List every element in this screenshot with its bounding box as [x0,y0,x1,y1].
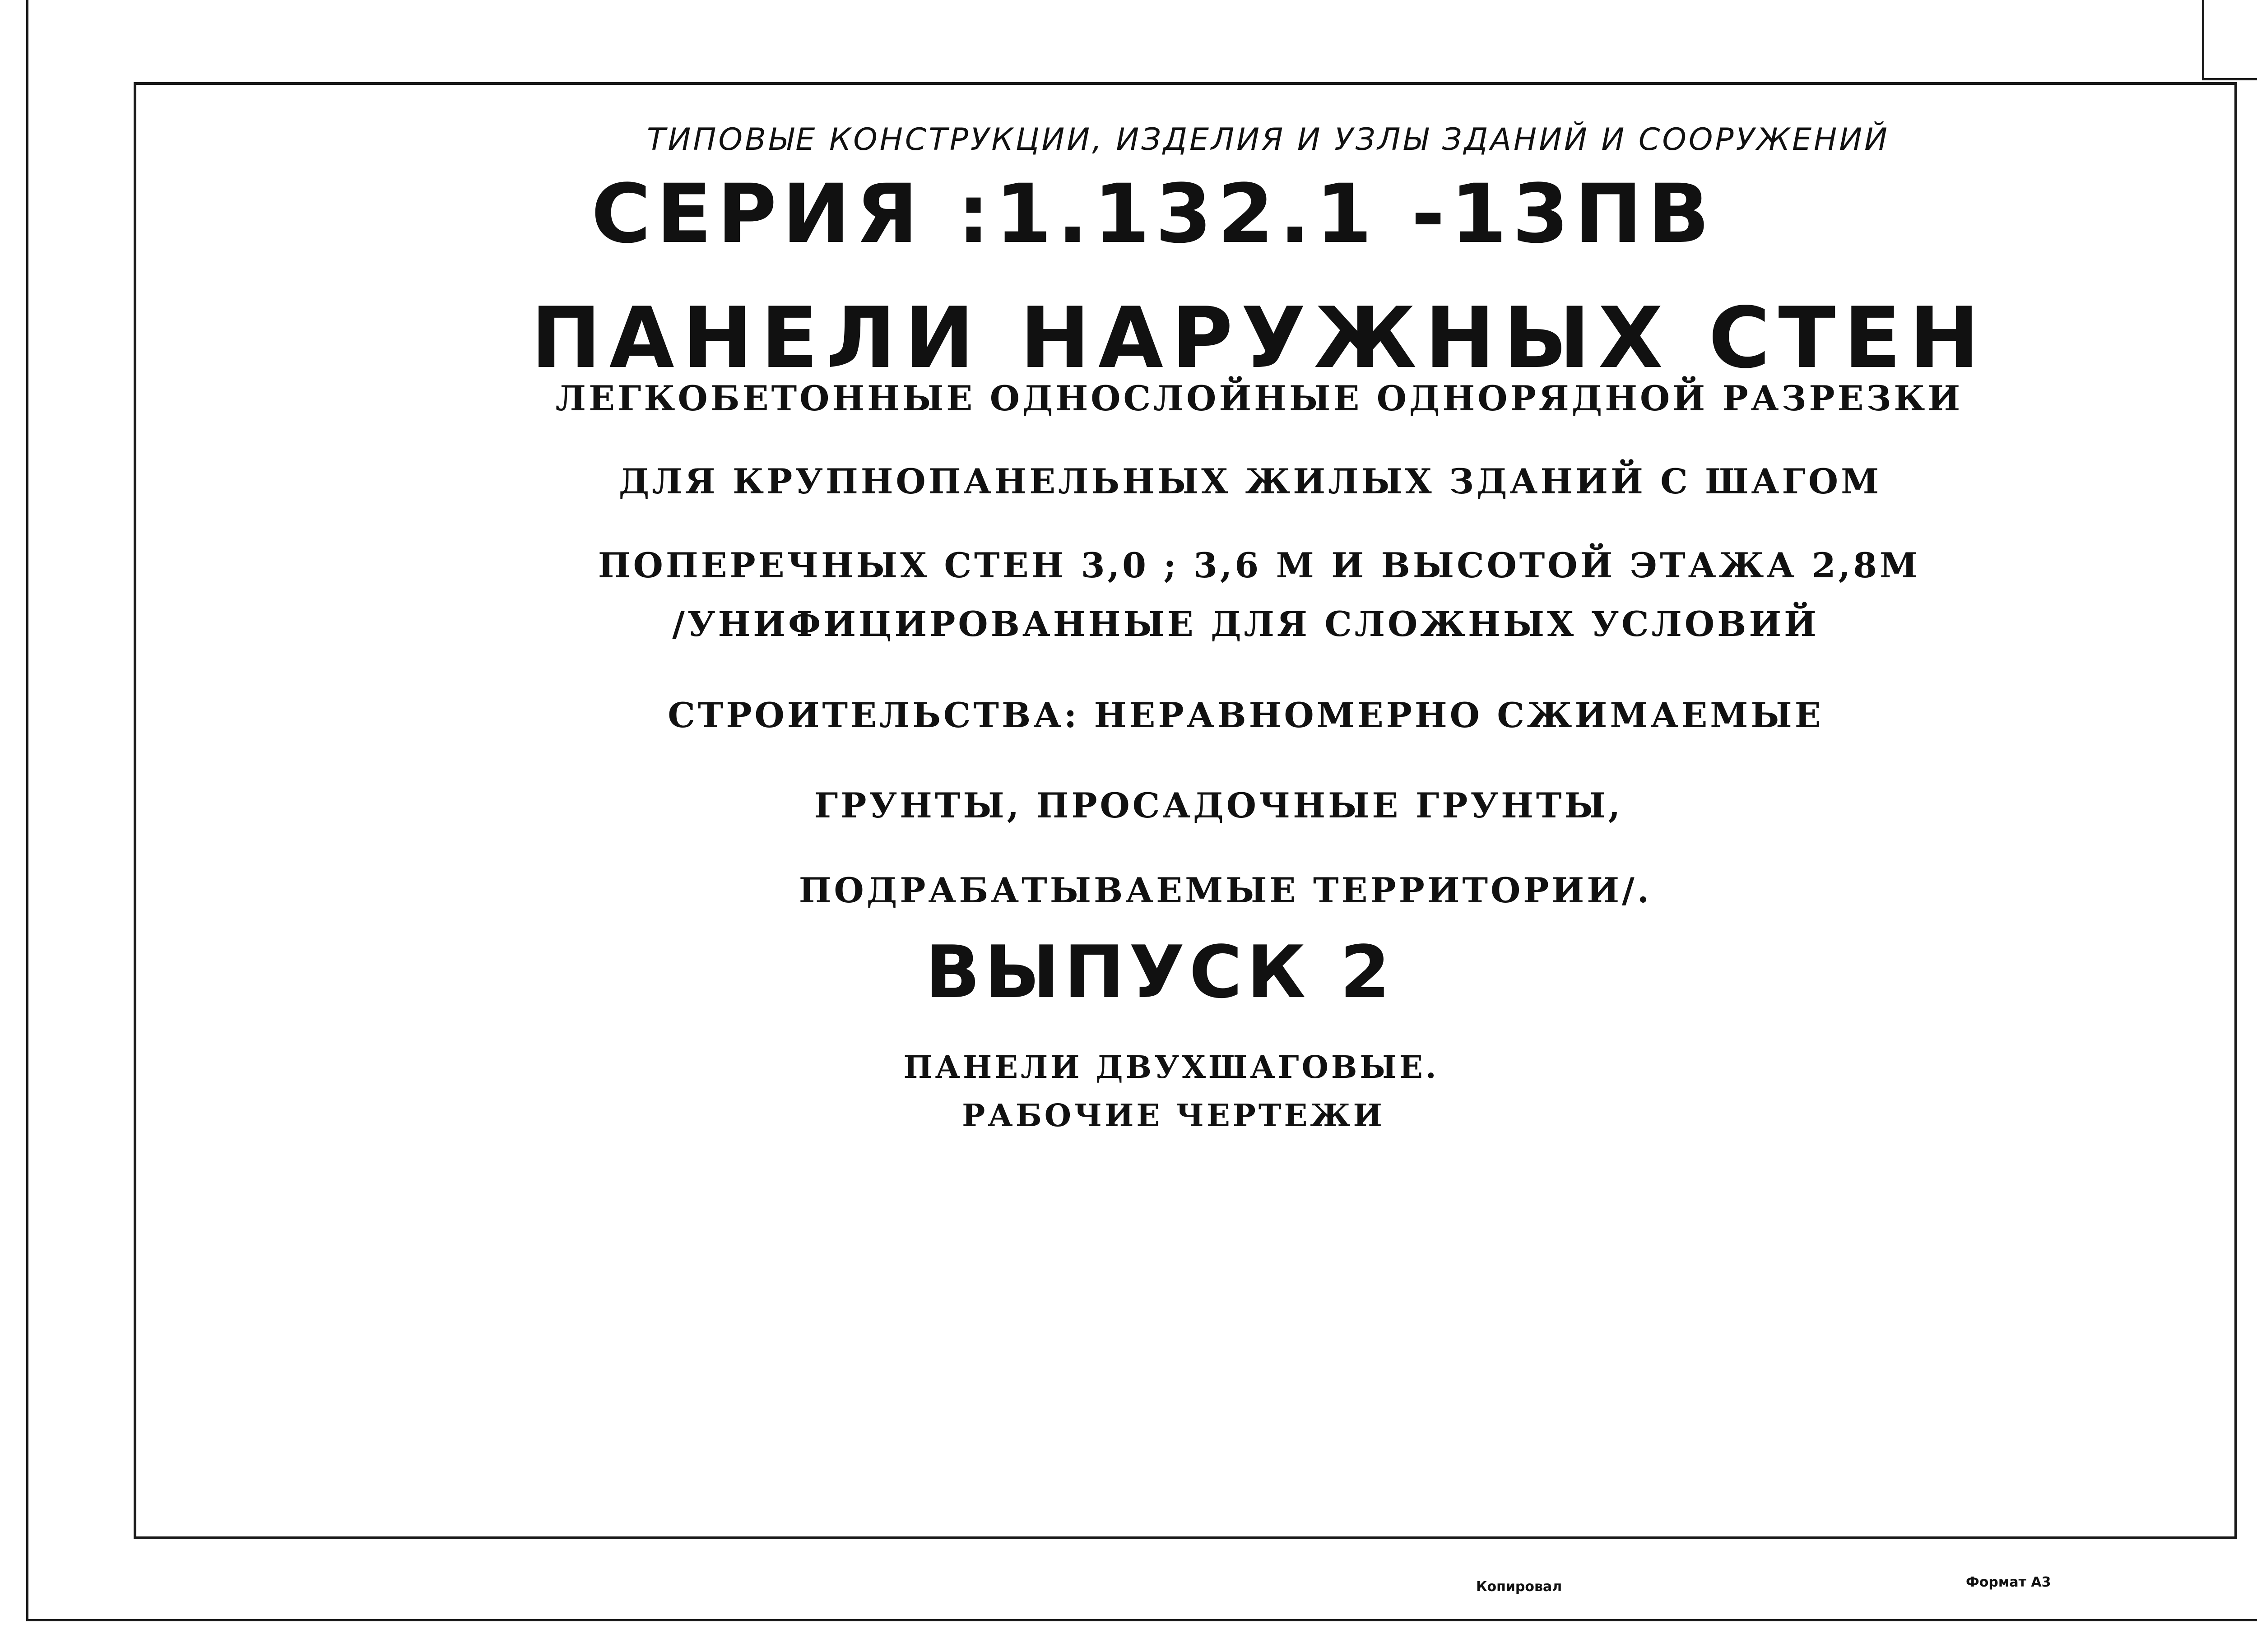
description-line: ПОПЕРЕЧНЫХ СТЕН 3,0 ; 3,6 М И ВЫСОТОЙ ЭТАЖА 2,8М [598,545,1921,585]
issue-number: ВЫПУСК 2 [925,930,1395,1014]
issue-subtitle-line: ПАНЕЛИ ДВУХШАГОВЫЕ. [903,1049,1439,1086]
description-line: СТРОИТЕЛЬСТВА: НЕРАВНОМЕРНО СЖИМАЕМЫЕ [668,695,1824,735]
description-line: /УНИФИЦИРОВАННЫЕ ДЛЯ СЛОЖНЫХ УСЛОВИЙ [672,604,1819,644]
description-line: ДЛЯ КРУПНОПАНЕЛЬНЫХ ЖИЛЫХ ЗДАНИЙ С ШАГОМ [618,461,1882,501]
description-line: ГРУНТЫ, ПРОСАДОЧНЫЕ ГРУНТЫ, [814,785,1623,826]
description-line: ПОДРАБАТЫВАЕМЫЕ ТЕРРИТОРИИ/. [799,870,1652,910]
format-label: Формат А3 [1966,1574,2051,1590]
header-line: ТИПОВЫЕ КОНСТРУКЦИИ, ИЗДЕЛИЯ И УЗЛЫ ЗДАНИЙ И СООРУЖЕНИЙ [647,122,1890,158]
issue-subtitle-line: РАБОЧИЕ ЧЕРТЕЖИ [962,1098,1385,1134]
series-number: СЕРИЯ :1.132.1 -13ПВ [591,167,1715,261]
document-title: ПАНЕЛИ НАРУЖНЫХ СТЕН [531,289,1988,387]
description-line: ЛЕГКОБЕТОННЫЕ ОДНОСЛОЙНЫЕ ОДНОРЯДНОЙ РАЗРЕЗКИ [555,378,1963,418]
copied-by-label: Копировал [1476,1579,1562,1595]
corner-stamp-box [2202,0,2257,80]
